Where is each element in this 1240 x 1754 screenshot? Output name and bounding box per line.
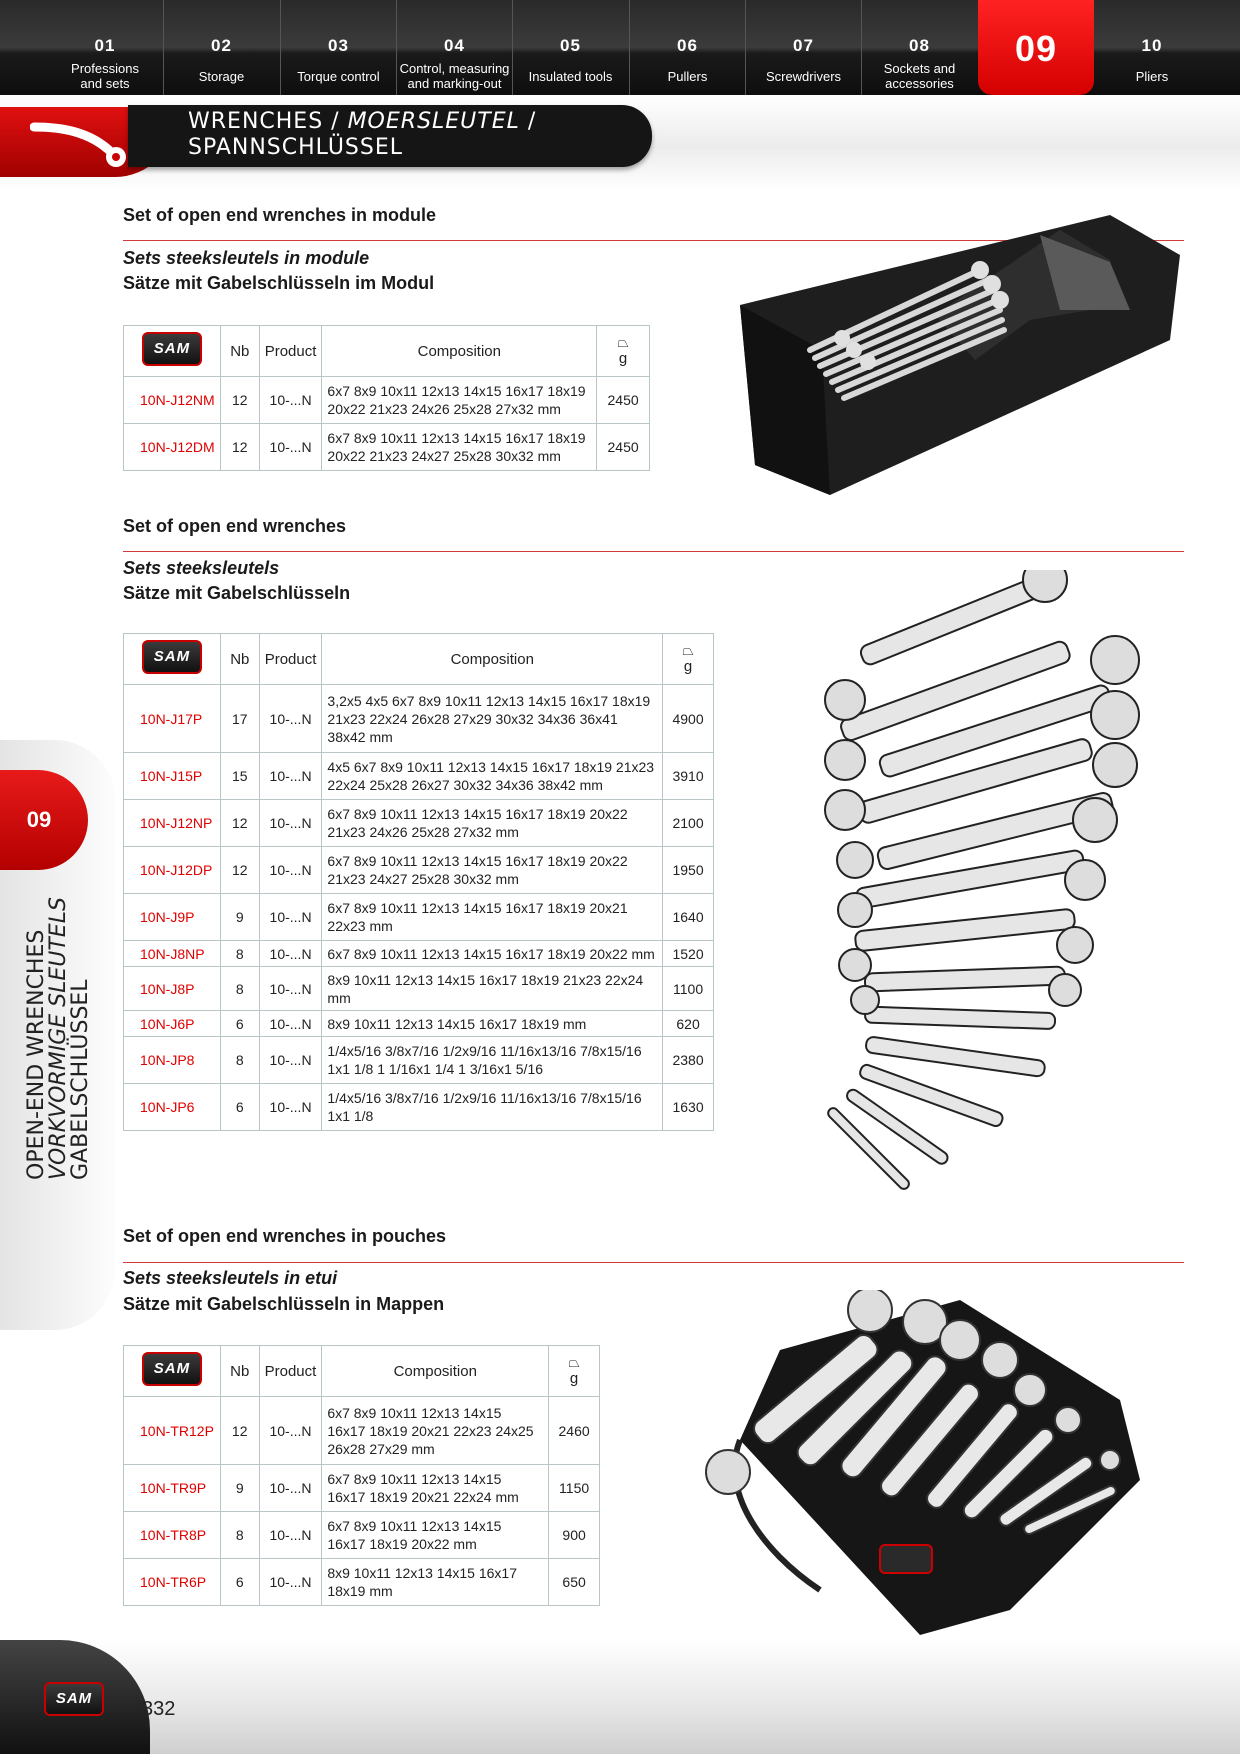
- product-table: [123, 633, 714, 1131]
- product-code[interactable]: 10N-J6P: [124, 1011, 221, 1037]
- column-nb: Nb: [220, 326, 259, 377]
- column-nb: Nb: [220, 634, 259, 685]
- product-range: 10-...N: [259, 1037, 322, 1084]
- wrench-module-image: [730, 210, 1190, 500]
- nav-tab-number: 06: [677, 36, 698, 55]
- product-code[interactable]: 10N-J9P: [124, 894, 221, 941]
- product-code[interactable]: 10N-J12NM: [124, 377, 221, 424]
- weight: 1150: [549, 1465, 600, 1512]
- product-range: 10-...N: [259, 1397, 322, 1465]
- product-range: 10-...N: [259, 1559, 322, 1606]
- product-range: 10-...N: [259, 967, 322, 1011]
- product-code[interactable]: 10N-TR6P: [124, 1559, 221, 1606]
- title-en: WRENCHES /: [188, 109, 348, 134]
- piece-count: 8: [220, 967, 259, 1011]
- table-header: [124, 634, 714, 685]
- section-heading-en: Set of open end wrenches in module: [123, 205, 437, 225]
- section-divider: [123, 551, 1184, 552]
- weight: 2450: [597, 377, 650, 424]
- nav-tab-label: Storage: [198, 68, 245, 84]
- nav-tab-number: 10: [1141, 36, 1163, 55]
- weight: 2100: [663, 800, 714, 847]
- page-number: 332: [142, 1698, 176, 1720]
- weight-unit: g: [683, 658, 693, 675]
- product-range: 10-...N: [259, 424, 322, 471]
- product-range: 10-...N: [259, 753, 322, 800]
- nav-tab-08[interactable]: [861, 0, 977, 95]
- column-product: Product: [259, 326, 322, 377]
- composition: 6x7 8x9 10x11 12x13 14x15 16x17 18x19 20x22 21x23 24x26 25x28 27x32 mm: [322, 800, 663, 847]
- product-range: 10-...N: [259, 941, 322, 967]
- composition: 1/4x5/16 3/8x7/16 1/2x9/16 11/16x13/16 7/8x15/16 1x1 1/8 1 1/16x1 1/4 1 3/16x1 5/16: [322, 1037, 663, 1084]
- table-row[interactable]: [124, 1397, 600, 1465]
- weight-unit: g: [618, 350, 628, 367]
- section-heading-de: Sätze mit Gabelschlüsseln in Mappen: [123, 1294, 445, 1314]
- product-code[interactable]: 10N-JP8: [124, 1037, 221, 1084]
- product-code[interactable]: 10N-J12DP: [124, 847, 221, 894]
- table-row[interactable]: [124, 941, 714, 967]
- composition: 4x5 6x7 8x9 10x11 12x13 14x15 16x17 18x19 21x23 22x24 25x28 26x27 30x32 34x36 38x42 mm: [322, 753, 663, 800]
- column-composition: Composition: [322, 326, 597, 377]
- composition: 3,2x5 4x5 6x7 8x9 10x11 12x13 14x15 16x17 18x19 21x23 22x24 26x28 27x29 30x32 34x36 36x41 38x42 mm: [322, 685, 663, 753]
- piece-count: 6: [220, 1011, 259, 1037]
- weight: 650: [549, 1559, 600, 1606]
- piece-count: 12: [220, 377, 259, 424]
- side-chapter-title: [26, 880, 92, 1180]
- nav-tab-02[interactable]: [163, 0, 279, 95]
- weight: 900: [549, 1512, 600, 1559]
- brand-logo-header: [124, 1346, 221, 1397]
- section-divider: [123, 1262, 1184, 1263]
- weight: 1520: [663, 941, 714, 967]
- piece-count: 6: [220, 1084, 259, 1131]
- nav-tab-04[interactable]: [396, 0, 512, 95]
- sam-logo: SAM: [142, 332, 202, 366]
- section-heading-nl: Sets steeksleutels: [123, 558, 280, 578]
- product-code[interactable]: 10N-J17P: [124, 685, 221, 753]
- product-range: 10-...N: [259, 894, 322, 941]
- nav-tab-number: 03: [328, 36, 349, 55]
- wrench-set-image: [815, 570, 1155, 1220]
- piece-count: 12: [220, 800, 259, 847]
- column-weight: [549, 1346, 600, 1397]
- weight-icon: ⏢: [568, 1354, 580, 1370]
- wrench-icon: [30, 113, 140, 173]
- table-row[interactable]: [124, 1512, 600, 1559]
- product-code[interactable]: 10N-TR9P: [124, 1465, 221, 1512]
- piece-count: 12: [220, 847, 259, 894]
- product-code[interactable]: 10N-JP6: [124, 1084, 221, 1131]
- table-row[interactable]: [124, 1465, 600, 1512]
- composition: 6x7 8x9 10x11 12x13 14x15 16x17 18x19 20x22 mm: [322, 1512, 549, 1559]
- column-nb: Nb: [220, 1346, 259, 1397]
- nav-tab-label: Insulated tools: [528, 68, 613, 84]
- table-row[interactable]: [124, 800, 714, 847]
- nav-tab-label: Screwdrivers: [765, 68, 842, 84]
- brand-logo-header: [124, 634, 221, 685]
- product-range: 10-...N: [259, 1084, 322, 1131]
- piece-count: 8: [220, 1037, 259, 1084]
- product-code[interactable]: 10N-J12NP: [124, 800, 221, 847]
- side-title-nl: VORKVORMIGE SLEUTELS: [46, 897, 71, 1180]
- product-range: 10-...N: [259, 1465, 322, 1512]
- brand-logo-header: [124, 326, 221, 377]
- composition: 6x7 8x9 10x11 12x13 14x15 16x17 18x19 20x21 22x23 mm: [322, 894, 663, 941]
- composition: 8x9 10x11 12x13 14x15 16x17 18x19 mm: [322, 1011, 663, 1037]
- nav-tab-07[interactable]: [745, 0, 861, 95]
- composition: 8x9 10x11 12x13 14x15 16x17 18x19 21x23 22x24 mm: [322, 967, 663, 1011]
- nav-tab-label: Pullers: [667, 68, 708, 84]
- table-row[interactable]: [124, 894, 714, 941]
- composition: 6x7 8x9 10x11 12x13 14x15 16x17 18x19 20x22 21x23 24x27 25x28 30x32 mm: [322, 847, 663, 894]
- nav-tab-number: 07: [793, 36, 814, 55]
- wrench-pouch-image: [700, 1290, 1160, 1640]
- weight: 1100: [663, 967, 714, 1011]
- product-range: 10-...N: [259, 1512, 322, 1559]
- sam-logo-on-pouch: [880, 1545, 932, 1573]
- sam-logo: SAM: [142, 1352, 202, 1386]
- section-heading-de: Sätze mit Gabelschlüsseln: [123, 583, 351, 603]
- product-code[interactable]: 10N-TR12P: [124, 1397, 221, 1465]
- piece-count: 17: [220, 685, 259, 753]
- table-header: [124, 1346, 600, 1397]
- column-product: Product: [259, 634, 322, 685]
- weight: 3910: [663, 753, 714, 800]
- weight-icon: ⏢: [617, 334, 629, 350]
- nav-tab-number: 02: [211, 36, 232, 55]
- nav-tab-01[interactable]: [47, 0, 163, 95]
- product-range: 10-...N: [259, 800, 322, 847]
- table-row[interactable]: [124, 1559, 600, 1606]
- table-row[interactable]: [124, 847, 714, 894]
- piece-count: 9: [220, 894, 259, 941]
- composition: 6x7 8x9 10x11 12x13 14x15 16x17 18x19 20x22 21x23 24x27 25x28 30x32 mm: [322, 424, 597, 471]
- table-row[interactable]: [124, 967, 714, 1011]
- weight: 2380: [663, 1037, 714, 1084]
- table-row[interactable]: [124, 424, 650, 471]
- weight: 1950: [663, 847, 714, 894]
- column-weight: [663, 634, 714, 685]
- product-code[interactable]: 10N-J8NP: [124, 941, 221, 967]
- product-table: [123, 325, 650, 471]
- nav-tab-number: 09: [1014, 28, 1058, 69]
- side-title-de: GABELSCHLÜSSEL: [68, 979, 93, 1180]
- weight: 2450: [597, 424, 650, 471]
- side-chapter-number[interactable]: 09: [0, 770, 88, 870]
- composition: 6x7 8x9 10x11 12x13 14x15 16x17 18x19 20x21 22x24 mm: [322, 1465, 549, 1512]
- weight: 4900: [663, 685, 714, 753]
- nav-tab-number: 05: [560, 36, 581, 55]
- nav-tab-label: Torque control: [297, 68, 380, 84]
- weight: 2460: [549, 1397, 600, 1465]
- weight-icon: ⏢: [682, 642, 694, 658]
- table-row[interactable]: [124, 1011, 714, 1037]
- piece-count: 8: [220, 941, 259, 967]
- product-range: 10-...N: [259, 685, 322, 753]
- nav-tab-label: Control, measuring and marking-out: [399, 61, 510, 91]
- section-heading-en: Set of open end wrenches: [123, 516, 347, 536]
- table-header: [124, 326, 650, 377]
- composition: 6x7 8x9 10x11 12x13 14x15 16x17 18x19 20x21 22x23 24x25 26x28 27x29 mm: [322, 1397, 549, 1465]
- product-range: 10-...N: [259, 847, 322, 894]
- title-band: [0, 95, 1240, 190]
- section-heading-de: Sätze mit Gabelschlüsseln im Modul: [123, 273, 435, 293]
- piece-count: 12: [220, 424, 259, 471]
- nav-tab-10[interactable]: [1094, 0, 1210, 95]
- piece-count: 15: [220, 753, 259, 800]
- nav-tab-number: 01: [94, 36, 116, 55]
- column-composition: Composition: [322, 1346, 549, 1397]
- composition: 8x9 10x11 12x13 14x15 16x17 18x19 mm: [322, 1559, 549, 1606]
- piece-count: 6: [220, 1559, 259, 1606]
- nav-tab-number: 08: [909, 36, 930, 55]
- product-code[interactable]: 10N-J12DM: [124, 424, 221, 471]
- sam-logo: SAM: [142, 640, 202, 674]
- category-nav: [0, 0, 1240, 95]
- title-de: SPANNSCHLÜSSEL: [188, 135, 404, 160]
- column-weight: [597, 326, 650, 377]
- nav-tab-label: Sockets and accessories: [883, 61, 956, 91]
- product-code[interactable]: 10N-J8P: [124, 967, 221, 1011]
- nav-tab-03[interactable]: [280, 0, 396, 95]
- table-row[interactable]: [124, 753, 714, 800]
- composition: 1/4x5/16 3/8x7/16 1/2x9/16 11/16x13/16 7/8x15/16 1x1 1/8: [322, 1084, 663, 1131]
- product-code[interactable]: 10N-J15P: [124, 753, 221, 800]
- product-range: 10-...N: [259, 377, 322, 424]
- table-row[interactable]: [124, 685, 714, 753]
- nav-tab-label: Pliers: [1135, 68, 1169, 84]
- title-separator: /: [519, 109, 537, 134]
- table-row[interactable]: [124, 377, 650, 424]
- column-product: Product: [259, 1346, 322, 1397]
- nav-tab-06[interactable]: [629, 0, 745, 95]
- nav-tab-09-active[interactable]: [978, 0, 1094, 95]
- nav-tab-number: 04: [444, 36, 465, 55]
- page-title: [188, 109, 536, 161]
- table-row[interactable]: [124, 1037, 714, 1084]
- composition: 6x7 8x9 10x11 12x13 14x15 16x17 18x19 20x22 21x23 24x26 25x28 27x32 mm: [322, 377, 597, 424]
- piece-count: 9: [220, 1465, 259, 1512]
- page-footer: [0, 1640, 1240, 1754]
- piece-count: 8: [220, 1512, 259, 1559]
- weight: 1630: [663, 1084, 714, 1131]
- product-code[interactable]: 10N-TR8P: [124, 1512, 221, 1559]
- side-title-en: OPEN-END WRENCHES: [24, 929, 49, 1180]
- product-table: [123, 1345, 600, 1606]
- table-row[interactable]: [124, 1084, 714, 1131]
- nav-tab-05[interactable]: [512, 0, 628, 95]
- piece-count: 12: [220, 1397, 259, 1465]
- section-heading-nl: Sets steeksleutels in etui: [123, 1268, 338, 1288]
- section-heading-nl: Sets steeksleutels in module: [123, 248, 370, 268]
- weight: 620: [663, 1011, 714, 1037]
- title-nl: MOERSLEUTEL: [347, 109, 520, 134]
- weight: 1640: [663, 894, 714, 941]
- composition: 6x7 8x9 10x11 12x13 14x15 16x17 18x19 20x22 mm: [322, 941, 663, 967]
- weight-unit: g: [569, 1370, 579, 1387]
- section-heading-en: Set of open end wrenches in pouches: [123, 1226, 447, 1246]
- footer-sam-logo: SAM: [44, 1682, 104, 1716]
- nav-tab-label: Professions and sets: [71, 61, 139, 91]
- column-composition: Composition: [322, 634, 663, 685]
- product-range: 10-...N: [259, 1011, 322, 1037]
